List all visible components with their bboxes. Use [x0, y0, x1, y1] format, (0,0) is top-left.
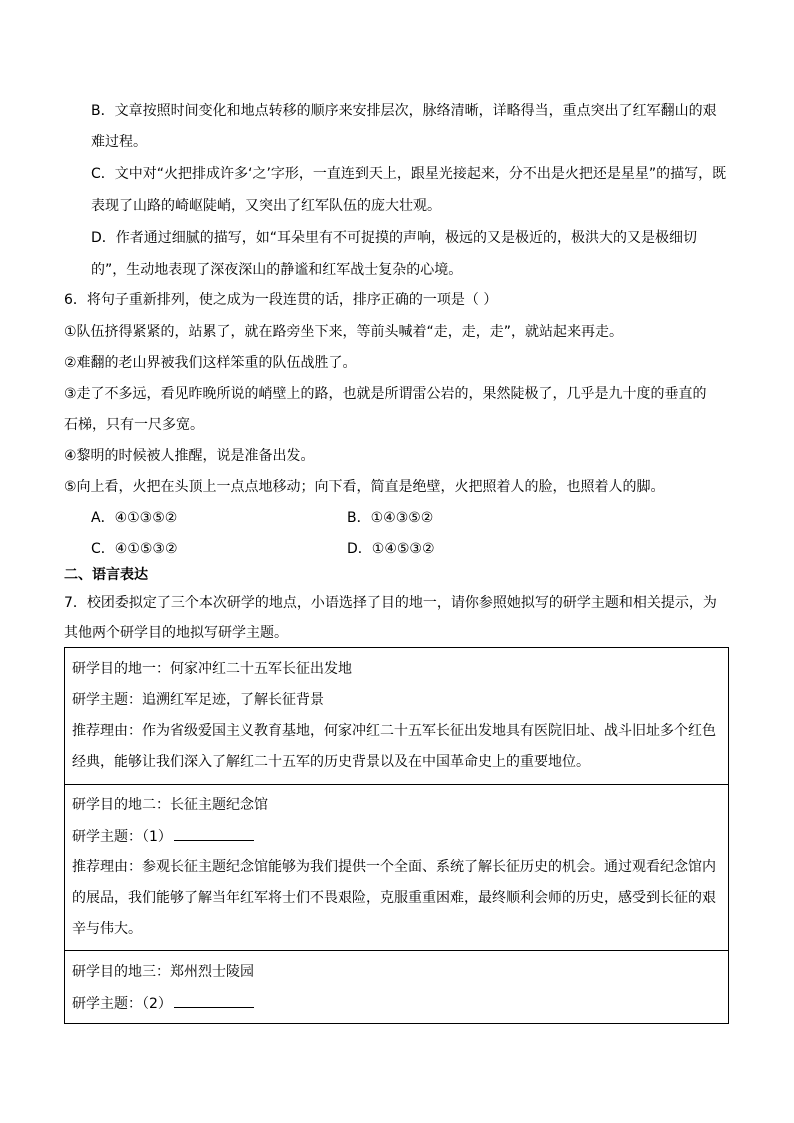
destination-2-reason-line2: 的展品，我们能够了解当年红军将士们不畏艰险，克服重重困难，最终顺利会师的历史，感受到长征的艰	[72, 890, 716, 906]
sentence-5: ⑤向上看，火把在头顶上一点点地移动；向下看，简直是绝壁，火把照着人的脸，也照着人的脚。	[64, 479, 665, 495]
destination-3-title: 研学目的地三：郑州烈士陵园	[72, 964, 254, 980]
option-d-line2: 的”，生动地表现了深夜深山的静谧和红军战士复杂的心境。	[91, 262, 463, 278]
sentence-3-line2: 石梯，只有一尺多宽。	[64, 417, 204, 433]
option-c-line1: C．文中对“火把排成许多‘之’字形，一直连到天上，跟星光接起来，分不出是火把还是星星”的描写，既	[91, 166, 727, 182]
destination-1-title: 研学目的地一：何家冲红二十五军长征出发地	[72, 661, 352, 677]
destination-2-reason-line1: 推荐理由：参观长征主题纪念馆能够为我们提供一个全面、系统了解长征历史的机会。通过观看纪念馆内	[72, 859, 716, 875]
choice-d[interactable]: D．①④⑤③②	[347, 541, 435, 557]
destination-3-cell	[65, 951, 728, 1023]
destination-1-cell	[65, 648, 728, 785]
option-b-line2: 难过程。	[91, 134, 147, 150]
destination-2-reason-line3: 辛与伟大。	[72, 921, 142, 937]
answer-blank-2[interactable]	[174, 993, 254, 1008]
choice-c[interactable]: C．④①⑤③②	[91, 541, 178, 557]
option-c-line2: 表现了山路的崎岖陡峭，又突出了红军队伍的庞大壮观。	[91, 198, 441, 214]
destination-2-title: 研学目的地二：长征主题纪念馆	[72, 797, 268, 813]
destination-2-theme-row	[72, 826, 254, 846]
option-d-line1: D．作者通过细腻的描写，如“耳朵里有不可捉摸的声响，极远的又是极近的，极洪大的又是极细切	[91, 230, 698, 246]
sentence-2: ②难翻的老山界被我们这样笨重的队伍战胜了。	[64, 355, 357, 371]
option-b-line1: B．文章按照时间变化和地点转移的顺序来安排层次，脉络清晰，详略得当，重点突出了红军翻山的艰	[91, 103, 717, 119]
section-heading: 二、语言表达	[64, 567, 148, 583]
choice-a[interactable]: A．④①③⑤②	[91, 510, 178, 526]
destination-2-cell	[65, 785, 728, 951]
question-6-stem: 6．将句子重新排列，使之成为一段连贯的话，排序正确的一项是（ ）	[64, 292, 498, 308]
destination-1-theme: 研学主题：追溯红军足迹，了解长征背景	[72, 692, 324, 708]
destination-2-theme: 研学主题：（1）	[72, 829, 172, 845]
destination-1-reason-line1: 推荐理由：作为省级爱国主义教育基地，何家冲红二十五军长征出发地具有医院旧址、战斗旧址多个红色	[72, 723, 716, 739]
sentence-1: ①队伍挤得紧紧的，站累了，就在路旁坐下来，等前头喊着“走，走，走”，就站起来再走。	[64, 324, 624, 340]
sentence-4: ④黎明的时候被人推醒，说是准备出发。	[64, 448, 315, 464]
question-7-stem-line2: 其他两个研学目的地拟写研学主题。	[64, 625, 288, 641]
answer-blank-1[interactable]	[174, 826, 254, 841]
question-7-stem-line1: 7．校团委拟定了三个本次研学的地点，小语选择了目的地一，请你参照她拟写的研学主题和相关提示，为	[64, 595, 717, 611]
sentence-3-line1: ③走了不多远，看见昨晚所说的峭壁上的路，也就是所谓雷公岩的，果然陡极了，几乎是九十度的垂直的	[64, 386, 707, 402]
destination-1-reason-line2: 经典，能够让我们深入了解红二十五军的历史背景以及在中国革命史上的重要地位。	[72, 754, 590, 770]
destination-3-theme: 研学主题：（2）	[72, 996, 172, 1012]
choice-b[interactable]: B．①④③⑤②	[347, 510, 434, 526]
destination-table	[64, 647, 729, 1024]
destination-3-theme-row	[72, 993, 254, 1013]
